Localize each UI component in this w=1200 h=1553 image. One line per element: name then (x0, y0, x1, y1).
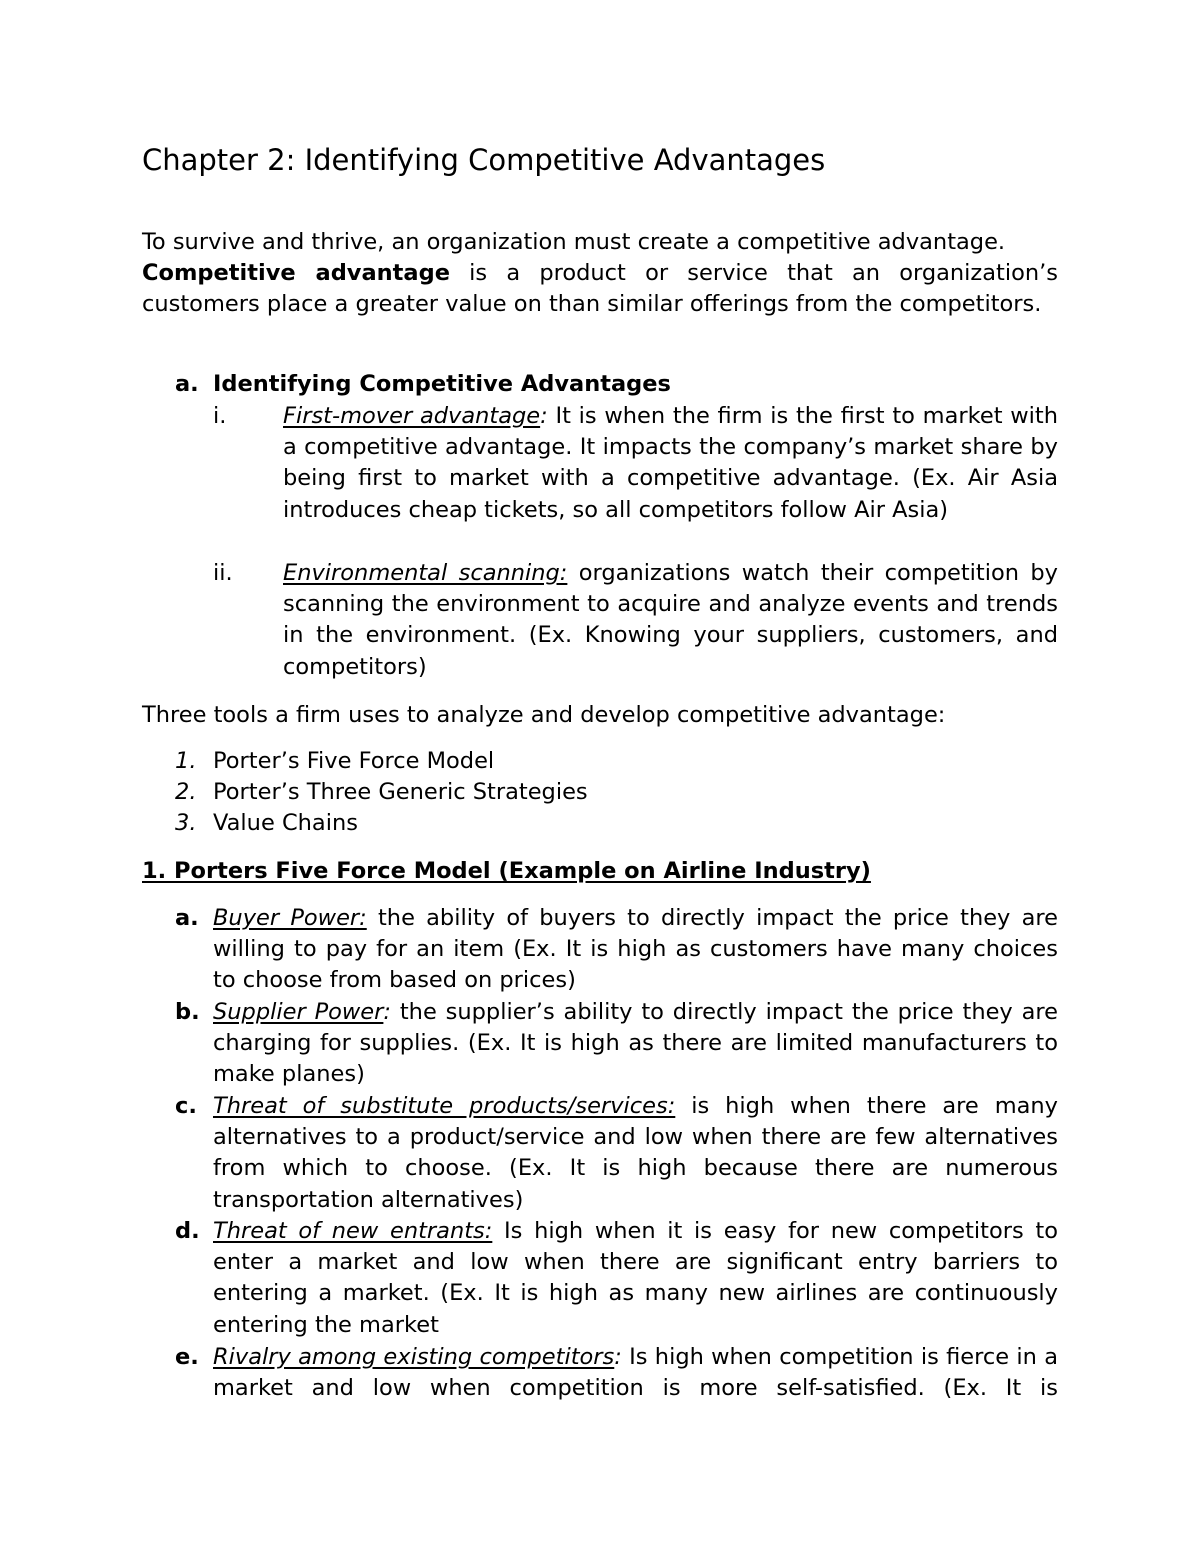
page-title: Chapter 2: Identifying Competitive Advantages (142, 143, 826, 177)
tool-3-marker: 3. (175, 810, 197, 836)
force-buyer-power (213, 903, 1058, 997)
force-e-term: Rivalry among existing competitors (213, 1344, 615, 1370)
force-b-text: the supplier’s ability to directly impact the price they are charging for supplies. (Ex. It is high as there are limited manufacturers to make planes) (213, 999, 1059, 1088)
force-b-marker: b. (175, 999, 200, 1025)
force-d-term: Threat of new entrants: (213, 1218, 493, 1244)
force-b-term: Supplier Power (213, 999, 384, 1025)
item-i-text: It is when the firm is the first to market with a competitive advantage. It impacts the company’s market share by being first to market with a competitive advantage. (Ex. Air Asia introduces cheap tickets, so all competitors follow Air Asia) (283, 403, 1058, 523)
tool-1-text: Porter’s Five Force Model (213, 748, 495, 774)
intro-line-1: To survive and thrive, an organization must create a competitive advantage. (142, 229, 1006, 255)
item-ii-environmental-scanning (283, 558, 1058, 683)
tool-2-text: Porter’s Three Generic Strategies (213, 779, 588, 805)
tool-3-text: Value Chains (213, 810, 358, 836)
force-a-marker: a. (175, 905, 199, 931)
section-a-heading: Identifying Competitive Advantages (213, 371, 671, 397)
force-threat-new-entrants (213, 1216, 1058, 1341)
intro-paragraph (142, 227, 1058, 321)
force-threat-substitutes (213, 1091, 1058, 1216)
item-i-colon: : (540, 403, 548, 429)
force-b-colon: : (383, 999, 391, 1025)
section-a-marker: a. (175, 371, 199, 397)
force-c-marker: c. (175, 1093, 197, 1119)
tools-intro: Three tools a firm uses to analyze and develop competitive advantage: (142, 702, 946, 728)
force-rivalry (213, 1342, 1058, 1404)
force-e-text: Is high when competition is fierce in a market and low when competition is more self-satisfied. (Ex. It is (213, 1344, 1058, 1402)
item-ii-text: organizations watch their competition by scanning the environment to acquire and analyze events and trends in the environment. (Ex. Knowing your suppliers, customers, and competitors) (283, 560, 1058, 680)
force-a-term: Buyer Power: (213, 905, 367, 931)
force-c-term: Threat of substitute products/services: (213, 1093, 676, 1119)
tool-1-marker: 1. (175, 748, 197, 774)
force-d-text: Is high when it is easy for new competitors to enter a market and low when there are significant entry barriers to entering a market. (Ex. It is high as many new airlines are continuously entering the market (213, 1218, 1058, 1338)
force-a-text: the ability of buyers to directly impact the price they are willing to pay for an item (Ex. It is high as customers have many choices to choose from based on prices) (213, 905, 1058, 994)
item-i-first-mover (283, 401, 1058, 526)
force-supplier-power (213, 997, 1058, 1091)
intro-rest: is a product or service that an organization’s customers place a greater value on than similar offerings from the competitors. (142, 260, 1058, 318)
force-d-marker: d. (175, 1218, 200, 1244)
item-ii-marker: ii. (213, 560, 233, 586)
intro-term: Competitive advantage (142, 260, 450, 287)
item-ii-term: Environmental scanning: (283, 560, 568, 586)
tool-2-marker: 2. (175, 779, 197, 805)
section-1-heading: 1. Porters Five Force Model (Example on Airline Industry) (142, 858, 871, 884)
force-e-colon: : (614, 1344, 622, 1370)
force-c-text: is high when there are many alternatives to a product/service and low when there are few alternatives from which to choose. (Ex. It is high because there are numerous transportation alternatives) (213, 1093, 1058, 1213)
item-i-marker: i. (213, 403, 227, 429)
intro-definition (142, 258, 1058, 320)
force-e-marker: e. (175, 1344, 199, 1370)
item-i-term: First-mover advantage (283, 403, 541, 429)
